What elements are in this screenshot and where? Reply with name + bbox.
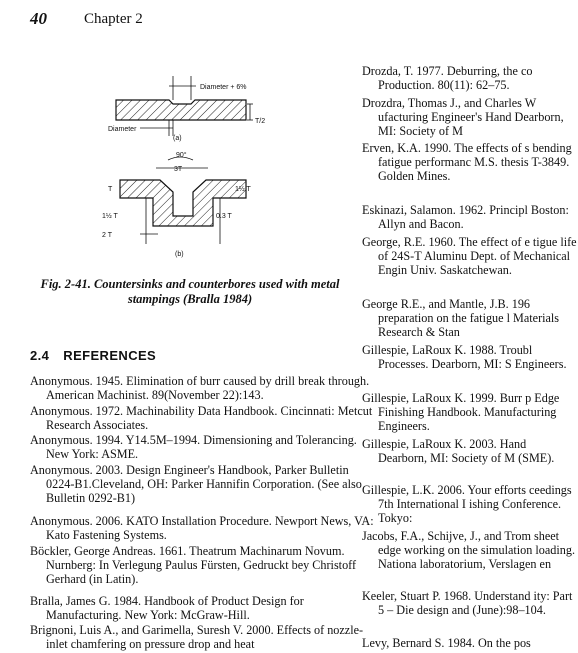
reference-item: Bralla, James G. 1984. Handbook of Product Design for Manufacturing. New York: McGraw-Hill.	[30, 594, 304, 622]
countersink-figure	[28, 68, 298, 268]
reference-item: Anonymous. 2003. Design Engineer's Handbook, Parker Bulletin 0224-B1.Cleveland, OH: Parker Hannifin Corporation. (See also Bulletin 0292-B1)	[30, 463, 362, 505]
angle-label: 90°	[176, 152, 187, 159]
section-heading	[30, 348, 156, 363]
diameter-plus-label: Diameter + 6%	[200, 84, 247, 91]
reference-item: Drozda, T. 1977. Deburring, the co Production. 80(11): 62–75.	[362, 64, 533, 92]
reference-item: Gillespie, L.K. 2006. Your efforts ceedings 7th International I ishing Conference. Tokyo:	[362, 483, 572, 525]
reference-item: Gillespie, LaRoux K. 1999. Burr p Edge Finishing Handbook. Manufacturing Engineers.	[362, 391, 560, 433]
figure-caption: Fig. 2-41. Countersinks and counterbores used with metal stampings (Bralla 1984)	[40, 277, 340, 306]
page-number: 40	[30, 9, 47, 28]
t-half-label: T/2	[255, 118, 266, 125]
one-half-t-right-label: 1½ T	[235, 186, 251, 193]
reference-item: Gillespie, LaRoux K. 2003. Hand Dearborn, MI: Society of M (SME).	[362, 437, 555, 465]
reference-item: Levy, Bernard S. 1984. On the pos	[362, 636, 531, 650]
section-number: 2.4	[30, 348, 50, 363]
reference-item: George R.E., and Mantle, J.B. 196 preparation on the fatigue l Materials Research & Stan	[362, 297, 560, 339]
reference-item: Jacobs, F.A., Schijve, J., and Trom sheet edge working on the simulation loading. Nationa laboratorium, Verslagen en	[362, 529, 575, 571]
reference-item: Eskinazi, Salamon. 1962. Principl Boston: Allyn and Bacon.	[362, 203, 569, 231]
reference-item: Erven, K.A. 1990. The effects of s bending fatigue performanc M.S. thesis T-3849. Golden Mines.	[362, 141, 572, 183]
reference-item: George, R.E. 1960. The effect of e tigue life of 24S-T Aluminu Dept. of Mechanical Engin Univ. Saskatchewan.	[362, 235, 577, 277]
chapter-title: Chapter 2	[84, 11, 143, 27]
t-label: T	[108, 186, 113, 193]
reference-item: Anonymous. 1994. Y14.5M–1994. Dimensioning and Tolerancing. New York: ASME.	[30, 433, 357, 461]
zero-three-t-label: 0.3 T	[216, 213, 232, 220]
section-title: REFERENCES	[63, 348, 157, 363]
reference-item: Drozdra, Thomas J., and Charles W ufacturing Engineer's Hand Dearborn, MI: Society of M	[362, 96, 564, 138]
one-half-t-left-label: 1½ T	[102, 213, 118, 220]
reference-item: Böckler, George Andreas. 1661. Theatrum Machinarum Novum. Nurnberg: In Verlegung Paulus Fürsten, Gedruckt bey Christoff Gerhard (in Latin).	[30, 544, 357, 586]
reference-item: Anonymous. 2006. KATO Installation Procedure. Newport News, VA: Kato Fastening Systems.	[30, 514, 374, 542]
reference-item: Brignoni, Luis A., and Garimella, Suresh V. 2000. Effects of nozzle-inlet chamfering on pressure drop and heat	[30, 623, 364, 651]
reference-item: Gillespie, LaRoux K. 1988. Troubl Processes. Dearborn, MI: S Engineers.	[362, 343, 567, 371]
reference-item: Keeler, Stuart P. 1968. Understand ity: Part 5 – Die design and (June):98–104.	[362, 589, 573, 617]
two-t-label: 2 T	[102, 232, 112, 239]
reference-item: Anonymous. 1972. Machinability Data Handbook. Cincinnati: Metcut Research Associates.	[30, 404, 373, 432]
plate-a	[116, 100, 246, 120]
reference-item: Anonymous. 1945. Elimination of burr caused by drill break through. American Machinist. 89(November 22):143.	[30, 374, 370, 402]
figure-a-label: (a)	[173, 135, 182, 142]
diameter-label: Diameter	[108, 126, 137, 133]
three-t-label: 3T	[174, 166, 183, 173]
figure-b-label: (b)	[175, 251, 184, 258]
